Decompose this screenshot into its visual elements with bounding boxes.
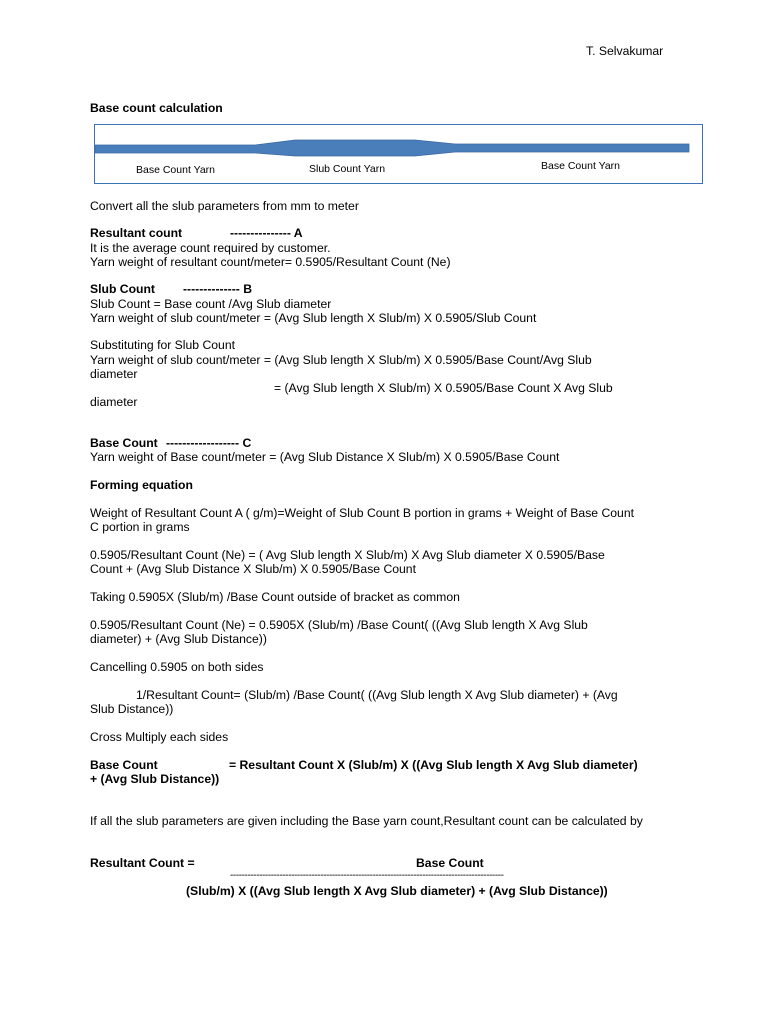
- subst-line3: diameter: [90, 367, 138, 381]
- yarn-shape: [95, 125, 704, 185]
- subst-line4: = (Avg Slub length X Slub/m) X 0.5905/Base Count X Avg Slub: [274, 381, 613, 395]
- final-label: Base Count: [90, 758, 158, 772]
- forming-line5: Taking 0.5905X (Slub/m) /Base Count outside of bracket as common: [90, 590, 460, 604]
- resultant-heading: Resultant count: [90, 226, 183, 240]
- yarn-profile: [95, 140, 689, 156]
- forming-line8: Cancelling 0.5905 on both sides: [90, 660, 264, 674]
- forming-line10: Slub Distance)): [90, 702, 174, 716]
- fraction-label: Resultant Count =: [90, 856, 195, 870]
- slub-heading: Slub Count: [90, 282, 155, 296]
- resultant-heading-line: [90, 226, 303, 240]
- slub-line1: Slub Count = Base count /Avg Slub diameter: [90, 297, 332, 311]
- subst-line1: Substituting for Slub Count: [90, 338, 235, 352]
- forming-line9: 1/Resultant Count= (Slub/m) /Base Count( ((Avg Slub length X Avg Slub diameter) + (Avg: [136, 688, 618, 702]
- conclusion-text: If all the slub parameters are given including the Base yarn count,Resultant count can be calculated by: [90, 814, 643, 828]
- final-eq1: = Resultant Count X (Slub/m) X ((Avg Slub length X Avg Slub diameter): [229, 758, 638, 772]
- base-heading: Base Count: [90, 436, 158, 450]
- forming-line7: diameter) + (Avg Slub Distance)): [90, 632, 267, 646]
- forming-line1: Weight of Resultant Count A ( g/m)=Weight of Slub Count B portion in grams + Weight of Base Count: [90, 506, 634, 520]
- final-equation-line: [90, 758, 638, 772]
- label-slub-count: Slub Count Yarn: [309, 163, 386, 175]
- intro-text: Convert all the slub parameters from mm to meter: [90, 199, 359, 213]
- final-eq2: + (Avg Slub Distance)): [90, 772, 220, 786]
- subst-line2: Yarn weight of slub count/meter = (Avg Slub length X Slub/m) X 0.5905/Base Count/Avg Slub: [90, 353, 592, 367]
- resultant-line2: Yarn weight of resultant count/meter= 0.5905/Resultant Count (Ne): [90, 255, 451, 269]
- document-title: Base count calculation: [90, 101, 223, 115]
- slub-heading-line: [90, 282, 253, 296]
- fraction-bar: ----------------------------------------------------------------------------------------------: [230, 870, 504, 881]
- label-base-count-left: Base Count Yarn: [136, 164, 215, 176]
- resultant-line1: It is the average count required by customer.: [90, 241, 331, 255]
- forming-line4: Count + (Avg Slub Distance X Slub/m) X 0.5905/Base Count: [90, 562, 416, 576]
- base-heading-line: [90, 436, 252, 450]
- resultant-marker: --------------- A: [230, 226, 303, 240]
- base-line1: Yarn weight of Base count/meter = (Avg Slub Distance X Slub/m) X 0.5905/Base Count: [90, 450, 560, 464]
- slub-line2: Yarn weight of slub count/meter = (Avg Slub length X Slub/m) X 0.5905/Slub Count: [90, 311, 537, 325]
- fraction-numerator: Base Count: [416, 856, 484, 870]
- slub-marker: -------------- B: [183, 282, 253, 296]
- base-marker: ------------------ C: [166, 436, 252, 450]
- forming-line2: C portion in grams: [90, 520, 190, 534]
- forming-line6: 0.5905/Resultant Count (Ne) = 0.5905X (Slub/m) /Base Count( ((Avg Slub length X Avg Slub: [90, 618, 588, 632]
- forming-heading: Forming equation: [90, 478, 193, 492]
- fraction-denominator: (Slub/m) X ((Avg Slub length X Avg Slub diameter) + (Avg Slub Distance)): [186, 884, 608, 898]
- subst-line5: diameter: [90, 395, 138, 409]
- forming-line11: Cross Multiply each sides: [90, 730, 229, 744]
- forming-line3: 0.5905/Resultant Count (Ne) = ( Avg Slub length X Slub/m) X Avg Slub diameter X 0.5905/Base: [90, 548, 605, 562]
- yarn-diagram: [94, 124, 703, 184]
- author-name: T. Selvakumar: [586, 44, 664, 58]
- label-base-count-right: Base Count Yarn: [541, 160, 620, 172]
